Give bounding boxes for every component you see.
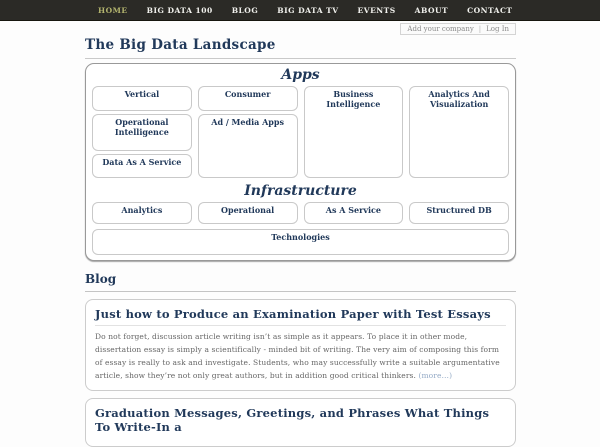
landscape-panel [85,63,516,261]
apps-column-4 [409,86,509,178]
log-in-link[interactable]: Log In [486,25,509,33]
header-links-box [400,23,516,35]
landscape-box-operational[interactable]: Operational [198,202,298,224]
nav-item-blog[interactable]: BLOG [231,5,259,15]
blog-post-title[interactable]: Just how to Produce an Examination Paper with Test Essays [95,307,506,326]
nav-item-big-data-tv[interactable]: BIG DATA TV [277,5,339,15]
landscape-box-vertical[interactable]: Vertical [92,86,192,111]
page-title: The Big Data Landscape [85,37,516,59]
blog-post-excerpt [95,330,506,382]
apps-grid [92,86,509,178]
blog-post-excerpt-text: Do not forget, discussion article writing isn’t as simple as it appears. To place it in other mode, dissertation essay is simply a scientifically - minded bit of writing. The very aim of composing this form of essay is really to ask and investigate. Students, who may successfully write a suitable argumentative article, show they’re not only great authors, but in addition good critical thinkers. [95,332,500,380]
landscape-box-ad-media-apps[interactable]: Ad / Media Apps [198,114,298,178]
more-link[interactable]: (more…) [418,371,453,380]
blog-post-card [85,398,516,447]
landscape-box-analytics-and-visualization[interactable]: Analytics And Visualization [409,86,509,178]
landscape-box-business-intelligence[interactable]: Business Intelligence [304,86,404,178]
landscape-box-structured-db[interactable]: Structured DB [409,202,509,224]
nav-item-big-data-100[interactable]: BIG DATA 100 [146,5,213,15]
top-nav [0,0,600,21]
apps-heading: Apps [281,67,320,83]
content-column [85,23,516,447]
landscape-box-data-as-a-service[interactable]: Data As A Service [92,154,192,178]
nav-item-about[interactable]: ABOUT [414,5,449,15]
blog-heading: Blog [85,272,516,292]
landscape-box-technologies[interactable]: Technologies [92,229,509,255]
nav-item-contact[interactable]: CONTACT [467,5,513,15]
landscape-box-analytics[interactable]: Analytics [92,202,192,224]
landscape-box-as-a-service[interactable]: As A Service [304,202,404,224]
infrastructure-heading: Infrastructure [244,183,357,199]
infrastructure-grid [92,202,509,224]
nav-item-home[interactable]: HOME [98,5,128,15]
header-links-row [85,23,516,35]
add-your-company-link[interactable]: Add your company [407,25,474,33]
landscape-box-consumer[interactable]: Consumer [198,86,298,111]
blog-post-title[interactable]: Graduation Messages, Greetings, and Phrases What Things To Write-In a [95,406,490,434]
apps-column-2 [198,86,298,178]
apps-column-3 [304,86,404,178]
header-links-separator: | [478,25,482,33]
blog-post-card [85,299,516,391]
nav-item-events[interactable]: EVENTS [357,5,396,15]
landscape-box-operational-intelligence[interactable]: Operational Intelligence [92,114,192,151]
apps-column-1 [92,86,192,178]
